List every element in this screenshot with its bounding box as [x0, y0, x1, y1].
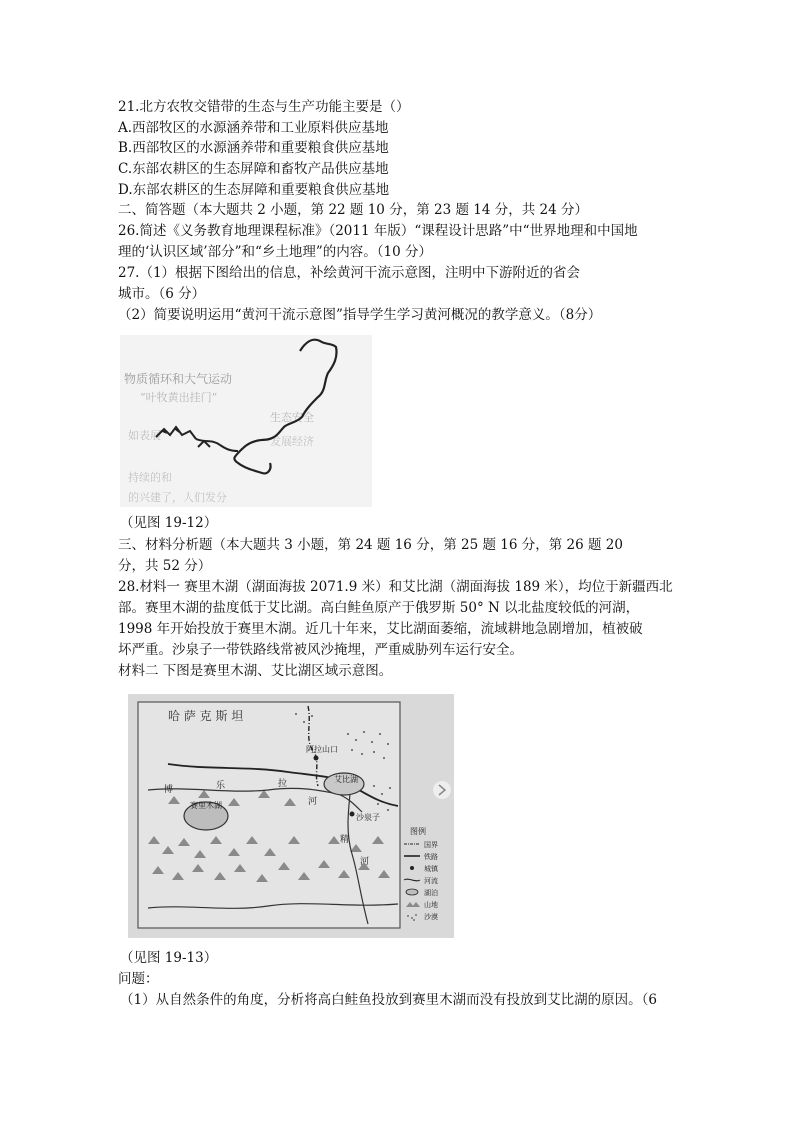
q27-line3: （2）简要说明运用“黄河干流示意图”指导学生学习黄河概况的教学意义。（8分）: [118, 307, 602, 323]
map1-bg-text-2: 生态安全: [270, 411, 314, 424]
q28-line2: 部。赛里木湖的盐度低于艾比湖。高白鲑鱼原产于俄罗斯 50° N 以北盐度较低的河湖，: [118, 600, 640, 616]
legend-item-river: 河流: [424, 877, 438, 885]
legend-item-desert: 沙漠: [424, 913, 438, 921]
legend-item-town: 城镇: [424, 865, 438, 873]
label-river-char-6: 河: [360, 857, 370, 867]
q21-option-d: D.东部农耕区的生态屏障和重要粮食供应基地: [118, 182, 390, 198]
label-river-char-3: 河: [308, 797, 318, 807]
map1-bg-text-0: 物质循环和大气运动: [124, 372, 233, 386]
legend-item-mountain: 山地: [424, 901, 438, 909]
legend-title: 图例: [410, 827, 426, 836]
legend-item-border: 国界: [424, 841, 438, 849]
town-alashankou: [314, 756, 319, 761]
map1-bg-text-6: 的兴建了，人们发分: [128, 491, 227, 504]
figure-19-13-ref: （见图 19-13）: [120, 950, 218, 966]
map1-bg-text-5: 持续的和: [128, 471, 172, 484]
q28-line3: 1998 年开始投放于赛里木湖。近几十年来，艾比湖面萎缩，流域耕地急剧增加，植被破: [118, 621, 643, 637]
label-ebinur: 艾比湖: [334, 775, 358, 784]
map1-bg-text-1: “叶牧黄出挂门”: [140, 391, 218, 404]
question-label: 问题：: [118, 971, 159, 987]
label-sayram: 赛里木湖: [190, 801, 222, 810]
legend-item-lake: 湖泊: [424, 889, 438, 897]
q21-option-c: C.东部农耕区的生态屏障和畜牧产品供应基地: [118, 161, 389, 177]
section3-heading1: 三、材料分析题（本大题共 3 小题，第 24 题 16 分，第 25 题 16 分，第 26 题 20: [118, 537, 623, 553]
map1-bg-text-4: 发展经济: [270, 435, 314, 448]
q21-option-a: A.西部牧区的水源涵养带和工业原料供应基地: [118, 120, 389, 136]
town-shaquanzi: [350, 812, 355, 817]
lakes-region-map: [128, 694, 454, 938]
q28-material2: 材料二 下图是赛里木湖、艾比湖区域示意图。: [118, 663, 393, 679]
carousel-next-button[interactable]: [433, 781, 451, 799]
figure-19-12-ref: （见图 19-12）: [120, 515, 218, 531]
label-river-char-4: 拉: [278, 779, 288, 789]
label-river-char-2: 乐: [216, 781, 226, 791]
q26-line1: 26.简述《义务教育地理课程标准》（2011 年版）“课程设计思路”中“世界地理和中国地: [118, 223, 638, 239]
country-label: 哈 萨 克 斯 坦: [168, 709, 244, 723]
q28-line4: 坏严重。沙泉子一带铁路线常被风沙掩埋，严重威胁列车运行安全。: [118, 642, 523, 658]
label-river-char-5: 精: [340, 835, 350, 845]
q28-line1: 28.材料一 赛里木湖（湖面海拔 2071.9 米）和艾比湖（湖面海拔 189 米），均位于新疆西北: [118, 579, 673, 595]
section3-heading2: 分，共 52 分）: [118, 558, 212, 574]
q27-line2: 城市。（6 分）: [118, 286, 206, 302]
label-river-char-1: 博: [164, 785, 174, 795]
q21-option-b: B.西部牧区的水源涵养带和重要粮食供应基地: [118, 140, 389, 156]
legend-item-railway: 铁路: [424, 853, 438, 861]
q28-sub1: （1）从自然条件的角度，分析将高白鲑鱼投放到赛里木湖而没有投放到艾比湖的原因。（6: [120, 992, 657, 1008]
map1-bg-text-3: 如表展: [128, 429, 161, 442]
yellow-river-figure: [120, 335, 372, 507]
label-shaquanzi: 沙泉子: [356, 813, 380, 822]
section2-heading: 二、简答题（本大题共 2 小题，第 22 题 10 分，第 23 题 14 分，共 24 分）: [118, 202, 588, 218]
q26-line2: 理的‘认识区域’部分”和“乡土地理”的内容。（10 分）: [118, 244, 433, 260]
q21-stem: 21.北方农牧交错带的生态与生产功能主要是（）: [118, 99, 410, 115]
label-alashankou: 阿拉山口: [306, 745, 338, 754]
q27-line1: 27.（1）根据下图给出的信息，补绘黄河干流示意图，注明中下游附近的省会: [118, 265, 581, 281]
